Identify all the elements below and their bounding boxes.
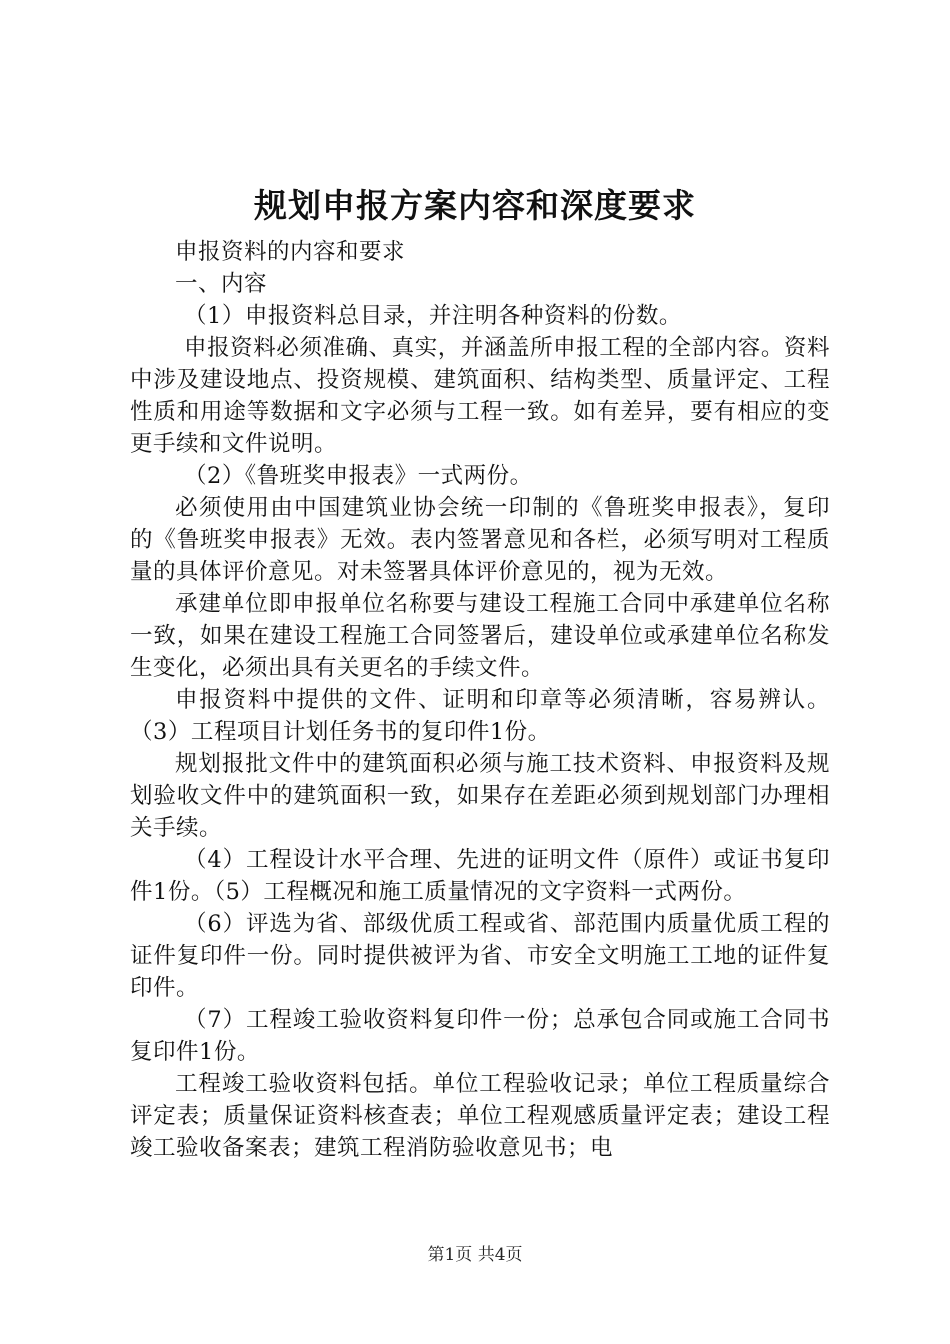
paragraph: （2）《鲁班奖申报表》一式两份。 (184, 463, 533, 489)
paragraph: （1）申报资料总目录，并注明各种资料的份数。 (184, 303, 682, 329)
paragraph: （6）评选为省、部级优质工程或省、部范围内质量优质工程的证件复印件一份。同时提供被评为省、市安全文明施工工地的证件复印件。 (130, 911, 830, 1001)
page-footer: 第1页 共4页 (427, 1245, 523, 1265)
paragraph: 工程竣工验收资料包括。单位工程验收记录；单位工程质量综合评定表；质量保证资料核查表；单位工程观感质量评定表；建设工程竣工验收备案表；建筑工程消防验收意见书；电 (130, 1071, 830, 1161)
paragraph: 必须使用由中国建筑业协会统一印制的《鲁班奖申报表》，复印的《鲁班奖申报表》无效。表内签署意见和各栏，必须写明对工程质量的具体评价意见。对未签署具体评价意见的，视为无效。 (130, 495, 830, 585)
paragraph: 申报资料中提供的文件、证明和印章等必须清晰，容易辨认。（3）工程项目计划任务书的复印件1份。 (130, 687, 830, 745)
paragraph: 规划报批文件中的建筑面积必须与施工技术资料、申报资料及规划验收文件中的建筑面积一致，如果存在差距必须到规划部门办理相关手续。 (130, 751, 830, 841)
paragraph: （4）工程设计水平合理、先进的证明文件（原件）或证书复印件1份。（5）工程概况和施工质量情况的文字资料一式两份。 (130, 847, 830, 905)
paragraph: （7）工程竣工验收资料复印件一份；总承包合同或施工合同书复印件1份。 (130, 1007, 830, 1065)
document-title: 规划申报方案内容和深度要求 (254, 186, 696, 225)
paragraph: 申报资料的内容和要求 (175, 239, 406, 265)
document-body (130, 236, 830, 1164)
paragraph: 承建单位即申报单位名称要与建设工程施工合同中承建单位名称一致，如果在建设工程施工合同签署后，建设单位或承建单位名称发生变化，必须出具有关更名的手续文件。 (130, 591, 830, 681)
paragraph: 申报资料必须准确、真实，并涵盖所申报工程的全部内容。资料中涉及建设地点、投资规模、建筑面积、结构类型、质量评定、工程性质和用途等数据和文字必须与工程一致。如有差异，要有相应的变更手续和文件说明。 (130, 335, 830, 457)
paragraph: 一、内容 (175, 271, 268, 297)
